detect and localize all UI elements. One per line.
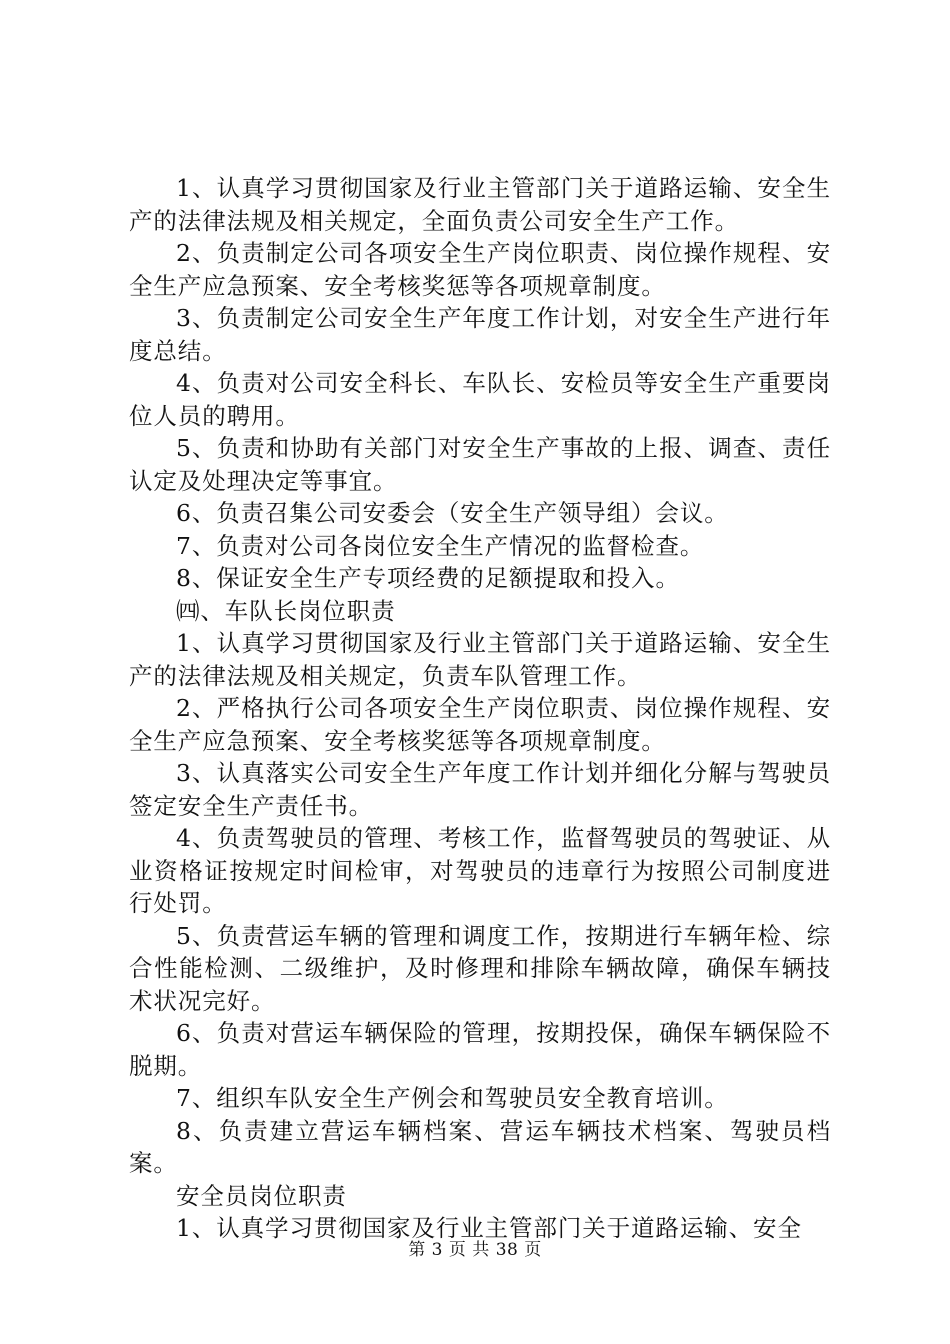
- paragraph: 1、认真学习贯彻国家及行业主管部门关于道路运输、安全生产的法律法规及相关规定，负责车队管理工作。: [129, 629, 831, 690]
- paragraph: 2、负责制定公司各项安全生产岗位职责、岗位操作规程、安全生产应急预案、安全考核奖惩等各项规章制度。: [129, 239, 831, 300]
- paragraph: 6、负责召集公司安委会（安全生产领导组）会议。: [176, 499, 729, 527]
- paragraph: 4、负责驾驶员的管理、考核工作，监督驾驶员的驾驶证、从业资格证按规定时间检审，对驾驶员的违章行为按照公司制度进行处罚。: [129, 824, 831, 917]
- paragraph: 7、负责对公司各岗位安全生产情况的监督检查。: [176, 531, 705, 560]
- document-body: [129, 172, 831, 1245]
- paragraph: 1、认真学习贯彻国家及行业主管部门关于道路运输、安全生产的法律法规及相关规定，全面负责公司安全生产工作。: [129, 174, 831, 235]
- paragraph: 5、负责营运车辆的管理和调度工作，按期进行车辆年检、综合性能检测、二级维护，及时修理和排除车辆故障，确保车辆技术状况完好。: [129, 921, 831, 1015]
- paragraph: 1、认真学习贯彻国家及行业主管部门关于道路运输、安全: [176, 1214, 802, 1242]
- page-number-footer: 第 3 页 共 38 页: [408, 1240, 542, 1260]
- section-heading: ㈣、车队长岗位职责: [176, 596, 396, 625]
- paragraph: 5、负责和协助有关部门对安全生产事故的上报、调查、责任认定及处理决定等事宜。: [129, 434, 831, 495]
- paragraph: 2、严格执行公司各项安全生产岗位职责、岗位操作规程、安全生产应急预案、安全考核奖惩等各项规章制度。: [129, 694, 831, 755]
- section-heading: 安全员岗位职责: [176, 1181, 347, 1210]
- paragraph: 7、组织车队安全生产例会和驾驶员安全教育培训。: [176, 1084, 729, 1112]
- paragraph: 3、认真落实公司安全生产年度工作计划并细化分解与驾驶员签定安全生产责任书。: [129, 759, 831, 820]
- paragraph: 8、保证安全生产专项经费的足额提取和投入。: [176, 564, 680, 592]
- paragraph: 3、负责制定公司安全生产年度工作计划，对安全生产进行年度总结。: [129, 304, 831, 365]
- paragraph: 6、负责对营运车辆保险的管理，按期投保，确保车辆保险不脱期。: [129, 1019, 831, 1080]
- paragraph: 4、负责对公司安全科长、车队长、安检员等安全生产重要岗位人员的聘用。: [129, 369, 831, 430]
- paragraph: 8、负责建立营运车辆档案、营运车辆技术档案、驾驶员档案。: [129, 1116, 831, 1177]
